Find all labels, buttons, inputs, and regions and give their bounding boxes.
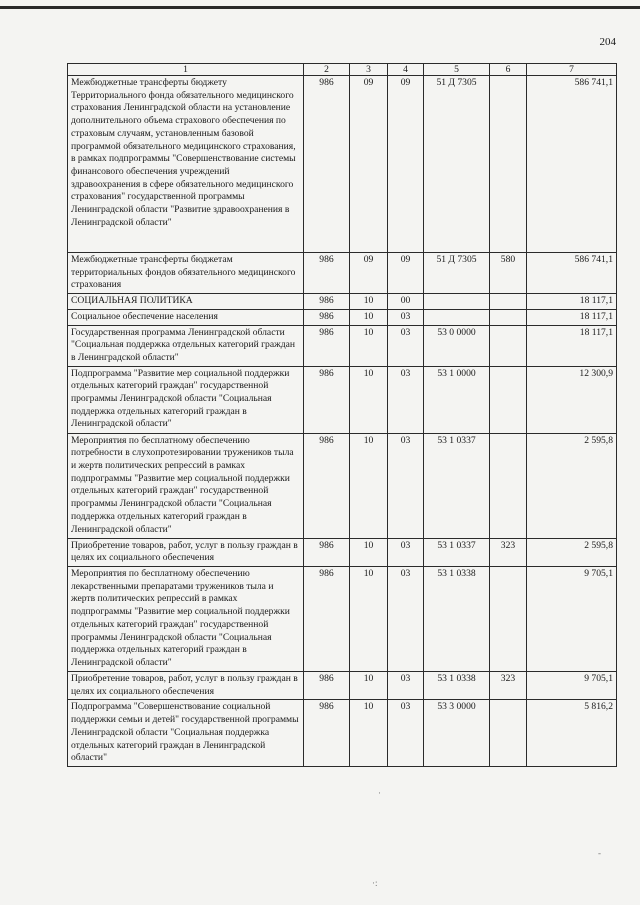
cell-amount: 9 705,1 <box>527 672 617 700</box>
cell-expense-type: 323 <box>490 672 527 700</box>
table-row <box>68 76 617 253</box>
cell-subsection: 03 <box>388 325 424 366</box>
header-cell: 4 <box>388 64 424 76</box>
cell-subsection: 09 <box>388 253 424 294</box>
cell-amount: 2 595,8 <box>527 538 617 566</box>
cell-amount: 18 117,1 <box>527 294 617 310</box>
row-name: Подпрограмма "Развитие мер социальной поддержки отдельных категорий граждан" государственной программы Ленинградской области "Социальная поддержка отдельных категорий граждан в Ленинградской области" <box>68 366 304 433</box>
cell-section: 10 <box>350 538 388 566</box>
cell-section: 10 <box>350 567 388 672</box>
table-row <box>68 700 617 767</box>
cell-ministry-code: 986 <box>304 294 350 310</box>
cell-expense-type <box>490 76 527 253</box>
cell-subsection: 03 <box>388 366 424 433</box>
cell-expense-type: 580 <box>490 253 527 294</box>
cell-section: 09 <box>350 76 388 253</box>
table-row <box>68 294 617 310</box>
cell-subsection: 03 <box>388 672 424 700</box>
cell-subsection: 00 <box>388 294 424 310</box>
header-row <box>68 64 617 76</box>
cell-expense-type <box>490 700 527 767</box>
cell-target-code: 53 3 0000 <box>424 700 490 767</box>
scan-speck: · <box>378 788 381 798</box>
row-name: СОЦИАЛЬНАЯ ПОЛИТИКА <box>68 294 304 310</box>
cell-section: 10 <box>350 325 388 366</box>
cell-expense-type: 323 <box>490 538 527 566</box>
table-row <box>68 253 617 294</box>
cell-target-code <box>424 294 490 310</box>
cell-section: 10 <box>350 433 388 538</box>
table-row <box>68 325 617 366</box>
cell-target-code: 53 1 0337 <box>424 538 490 566</box>
cell-amount: 586 741,1 <box>527 76 617 253</box>
header-cell: 1 <box>68 64 304 76</box>
cell-target-code: 53 1 0000 <box>424 366 490 433</box>
table-row <box>68 309 617 325</box>
cell-expense-type <box>490 366 527 433</box>
header-cell: 6 <box>490 64 527 76</box>
table-row <box>68 672 617 700</box>
table-row <box>68 366 617 433</box>
cell-section: 10 <box>350 309 388 325</box>
cell-ministry-code: 986 <box>304 433 350 538</box>
cell-expense-type <box>490 567 527 672</box>
cell-amount: 18 117,1 <box>527 325 617 366</box>
cell-amount: 9 705,1 <box>527 567 617 672</box>
cell-ministry-code: 986 <box>304 700 350 767</box>
cell-ministry-code: 986 <box>304 567 350 672</box>
table-row <box>68 567 617 672</box>
header-cell: 3 <box>350 64 388 76</box>
cell-amount: 2 595,8 <box>527 433 617 538</box>
cell-ministry-code: 986 <box>304 253 350 294</box>
table-row <box>68 538 617 566</box>
cell-target-code: 53 1 0338 <box>424 567 490 672</box>
cell-target-code: 51 Д 7305 <box>424 253 490 294</box>
cell-subsection: 03 <box>388 433 424 538</box>
header-cell: 5 <box>424 64 490 76</box>
cell-ministry-code: 986 <box>304 538 350 566</box>
budget-table <box>67 63 617 767</box>
cell-amount: 5 816,2 <box>527 700 617 767</box>
cell-ministry-code: 986 <box>304 76 350 253</box>
cell-expense-type <box>490 309 527 325</box>
row-name: Государственная программа Ленинградской области "Социальная поддержка отдельных категорий граждан в Ленинградской области" <box>68 325 304 366</box>
cell-subsection: 03 <box>388 700 424 767</box>
cell-section: 10 <box>350 672 388 700</box>
scan-speck: ·: <box>372 878 378 888</box>
row-name: Приобретение товаров, работ, услуг в пользу граждан в целях их социального обеспечения <box>68 538 304 566</box>
row-name: Подпрограмма "Совершенствование социальной поддержки семьи и детей" государственной программы Ленинградской области "Социальная поддержка отдельных категорий граждан в Ленинградской области" <box>68 700 304 767</box>
row-name: Межбюджетные трансферты бюджетам территориальных фондов обязательного медицинского страхования <box>68 253 304 294</box>
cell-section: 10 <box>350 700 388 767</box>
row-name: Приобретение товаров, работ, услуг в пользу граждан в целях их социального обеспечения <box>68 672 304 700</box>
cell-ministry-code: 986 <box>304 309 350 325</box>
cell-amount: 586 741,1 <box>527 253 617 294</box>
cell-expense-type <box>490 433 527 538</box>
cell-target-code: 53 1 0337 <box>424 433 490 538</box>
cell-amount: 18 117,1 <box>527 309 617 325</box>
cell-ministry-code: 986 <box>304 325 350 366</box>
cell-subsection: 03 <box>388 538 424 566</box>
cell-ministry-code: 986 <box>304 672 350 700</box>
cell-target-code: 51 Д 7305 <box>424 76 490 253</box>
row-name: Мероприятия по бесплатному обеспечению лекарственными препаратами тружеников тыла и жертв политических репрессий в рамках подпрограммы "Развитие мер социальной поддержки отдельных категорий граждан" государственной программы Ленинградской области "Социальная поддержка отдельных категорий граждан в Ленинградской области" <box>68 567 304 672</box>
table-row <box>68 433 617 538</box>
cell-expense-type <box>490 325 527 366</box>
row-name: Мероприятия по бесплатному обеспечению потребности в слухопротезировании тружеников тыла и жертв политических репрессий в рамках подпрограммы "Развитие мер социальной поддержки отдельных категорий граждан" государственной программы Ленинградской области "Социальная поддержка отдельных категорий граждан в Ленинградской области" <box>68 433 304 538</box>
cell-subsection: 03 <box>388 567 424 672</box>
cell-subsection: 03 <box>388 309 424 325</box>
cell-section: 10 <box>350 294 388 310</box>
cell-section: 09 <box>350 253 388 294</box>
row-name: Социальное обеспечение населения <box>68 309 304 325</box>
header-cell: 2 <box>304 64 350 76</box>
cell-section: 10 <box>350 366 388 433</box>
row-name: Межбюджетные трансферты бюджету Территориального фонда обязательного медицинского страхования Ленинградской области на установление дополнительного объема страхового обеспечения по страховым случаям, установленным базовой программой обязательного медицинского страхования, в рамках подпрограммы "Совершенствование системы финансового обеспечения учреждений здравоохранения в сфере обязательного медицинского страхования" государственной программы Ленинградской области "Развитие здравоохранения в Ленинградской области" <box>68 76 304 253</box>
cell-target-code: 53 0 0000 <box>424 325 490 366</box>
cell-target-code: 53 1 0338 <box>424 672 490 700</box>
page-number: 204 <box>599 36 616 48</box>
header-cell: 7 <box>527 64 617 76</box>
scan-speck: - <box>598 848 601 858</box>
top-rule <box>0 6 640 9</box>
cell-expense-type <box>490 294 527 310</box>
cell-target-code <box>424 309 490 325</box>
cell-amount: 12 300,9 <box>527 366 617 433</box>
cell-subsection: 09 <box>388 76 424 253</box>
cell-ministry-code: 986 <box>304 366 350 433</box>
